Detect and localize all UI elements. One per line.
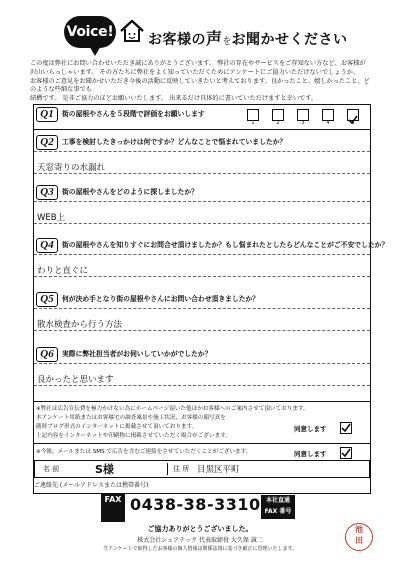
- q3-badge: Q3: [36, 185, 58, 200]
- agree-checkbox-2[interactable]: [340, 447, 352, 459]
- voice-label: Voice!: [64, 16, 116, 48]
- q2-answer[interactable]: 天窓寄りの水漏れ: [37, 163, 106, 173]
- address-value[interactable]: 目黒区平町: [197, 465, 240, 475]
- address-label: 住 所: [173, 465, 190, 473]
- intro-text: この度は弊社にお問い合わせいただき誠にありがとうございます。 弊社の存在やサービスをご存知ない方など、お客様が 沢山いらっしゃいます。 その方たちに弊社をよく知っていただくためにアンケートにご協力いただけないでしょうか。 お客様のご意見をお聞かせいただき今後の活動に反映していきたいと考えております。良かったこと、嬉しかったこと、どのような些細な事でも 結構です。 是非ご協力のほどお願いいたします。 出来るだけ具体的に書いていただけますと幸いです。: [30, 60, 370, 103]
- q4-badge: Q4: [36, 238, 58, 253]
- agree-label-1: 同意します: [294, 425, 327, 433]
- name-address-bar: [34, 460, 370, 478]
- field-divider: [167, 463, 168, 475]
- q5-badge: Q5: [36, 292, 58, 307]
- title-part-1: お客様の: [148, 32, 206, 48]
- q6-badge-wrap: [36, 347, 58, 362]
- agree-label-2: 同意します: [294, 450, 327, 458]
- fax-note-box: [261, 495, 295, 519]
- q2-badge-wrap: [36, 135, 58, 150]
- answer-line: [34, 385, 370, 386]
- notice-line-5: ※今後、メールまたは SMS で広告を含むご連絡をさせていただくことがございます。: [36, 449, 252, 455]
- voice-speech-bubble: [64, 16, 116, 56]
- name-label: 名 前: [43, 465, 60, 473]
- q6-text: 実際に弊社担当者がお伺いしていかがでしたか？: [62, 350, 212, 358]
- title-part-3: を: [222, 37, 232, 47]
- q1-text: 街の屋根やさんを５段階で評価をお願いします: [62, 110, 205, 118]
- agree-checkbox-1[interactable]: [340, 422, 352, 434]
- q5-text: 何が決め手となり街の屋根やさんにお問い合わせ頂きましたか？: [62, 295, 260, 303]
- stamp-char-1: 池: [355, 525, 363, 534]
- answer-line: [34, 330, 370, 331]
- q4-text: 街の屋根やさんを知りすぐにお問合せ頂けましたか？もし悩まれたとしたらどんなことがご不安でしたか？: [62, 241, 389, 249]
- survey-title: [148, 26, 348, 49]
- stamp-char-2: 田: [355, 536, 363, 545]
- thanks-text: ご協力ありがとうございました。: [147, 525, 253, 533]
- q1-badge: Q1: [36, 107, 58, 122]
- question-4: [34, 236, 389, 296]
- name-value[interactable]: S様: [95, 463, 114, 476]
- q2-badge: Q2: [36, 135, 58, 150]
- question-1: [34, 105, 370, 129]
- notice-line-2: 本アンケート用紙またはお客様宅の調査風景や施工状況、お客様の顔写真を: [36, 415, 226, 421]
- answer-line: [34, 173, 370, 174]
- answer-line: [34, 223, 370, 224]
- fax-label: FAX: [104, 495, 122, 504]
- survey-header: [64, 14, 348, 64]
- q6-answer[interactable]: 良かったと思います: [37, 375, 114, 385]
- rating-label-3: 3: [301, 120, 305, 126]
- fax-note-2: FAX 番号: [264, 508, 292, 515]
- answer-line: [34, 254, 370, 255]
- title-part-4: お聞かせください: [231, 32, 348, 48]
- separator: [34, 443, 370, 444]
- answer-line: [34, 276, 370, 277]
- q3-answer[interactable]: WEB上: [37, 213, 66, 223]
- rating-label-1: 1: [251, 120, 255, 126]
- q2-text: 工事を検討したきっかけは何ですか？どんなことで悩まれていましたか？: [62, 138, 287, 146]
- question-6: [34, 345, 370, 405]
- notice-line-3: 随時ブログ形式のインターネットに掲載させて頂いております。: [36, 424, 198, 430]
- q3-badge-wrap: [36, 185, 58, 200]
- privacy-text: 当アンケートで取得したお客様の個人情報は関係法規に基づき厳正に管理いたします。: [102, 546, 298, 552]
- q1-badge-wrap: [36, 107, 58, 122]
- rating-scale[interactable]: [247, 107, 362, 125]
- notice-line-1: ※弊社は広告宣伝費を極力かけない為にホームページ頂いた他ほかお客様へのご案内させて頂いております。: [36, 406, 309, 412]
- question-5: [34, 290, 370, 350]
- rating-label-4: 4: [326, 120, 330, 126]
- fax-number[interactable]: 0438-38-3310: [130, 495, 261, 514]
- notice-line-4: 上記内容をインターネットや印刷物に掲載させていただく場合がございます。: [36, 433, 231, 439]
- q5-badge-wrap: [36, 292, 58, 307]
- q4-answer[interactable]: わりと直ぐに: [37, 266, 89, 276]
- q5-answer[interactable]: 散水検査から行う方法: [37, 320, 123, 330]
- rating-label-2: 2: [276, 120, 280, 126]
- q3-text: 街の屋根やさんをどのように探しましたか？: [62, 188, 198, 196]
- check-icon: [341, 448, 351, 458]
- answer-line: [34, 151, 370, 152]
- fax-note-1: 本社直通: [265, 497, 290, 504]
- q4-badge-wrap: [36, 238, 58, 253]
- question-3: [34, 183, 370, 243]
- q6-badge: Q6: [36, 347, 58, 362]
- check-icon: [341, 423, 351, 433]
- seal-stamp: [345, 523, 373, 551]
- separator: [34, 401, 370, 402]
- title-part-2: 声: [206, 29, 223, 48]
- fax-block: [101, 494, 296, 522]
- separator: [34, 129, 370, 130]
- fax-machine-icon: [101, 494, 125, 522]
- contact-row: [34, 480, 368, 490]
- voice-bubble-tail: [88, 44, 102, 56]
- answer-line: [34, 201, 370, 202]
- contact-label: ご連絡先 (メールアドレスまたは携帯番号): [34, 482, 149, 489]
- rating-label-5: 5: [351, 120, 355, 126]
- question-box: [33, 104, 389, 494]
- answer-line: [34, 363, 370, 364]
- house-icon: [119, 18, 145, 44]
- answer-line: [34, 308, 370, 309]
- company-text: 株式会社シェアテック 代表取締役 大久保 誠二: [137, 537, 263, 544]
